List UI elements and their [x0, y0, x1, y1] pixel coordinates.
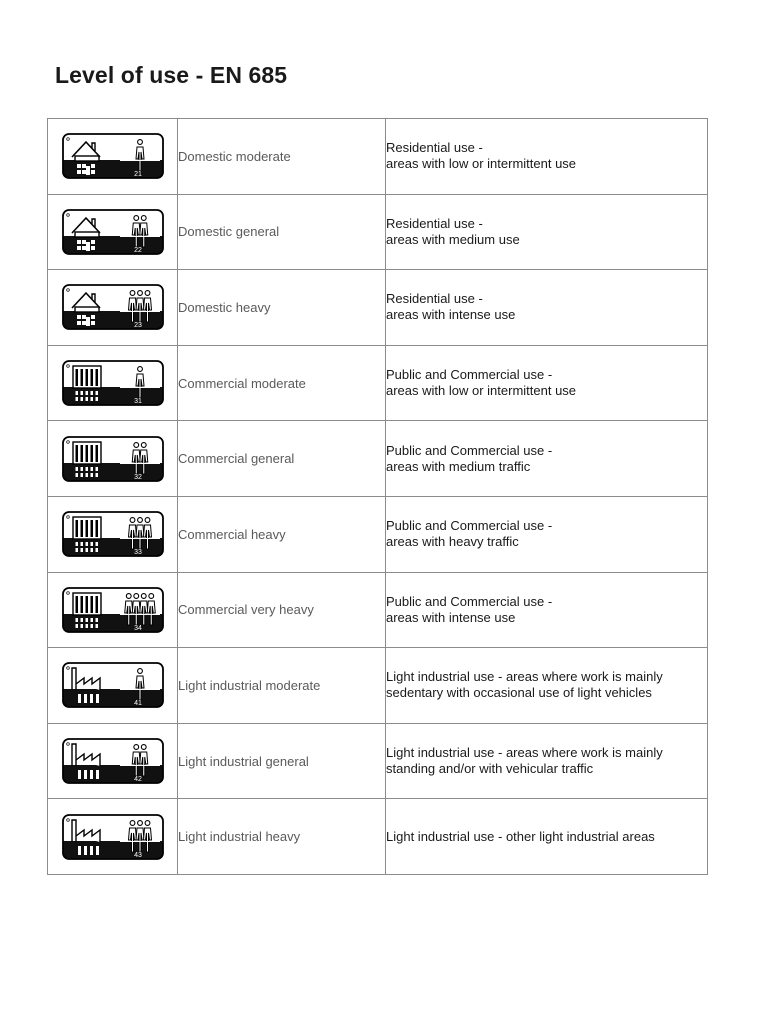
description-line-2: areas with medium use — [386, 231, 520, 247]
description-line-1: Residential use - — [386, 140, 483, 156]
level-of-use-pictogram — [62, 511, 164, 557]
level-of-use-pictogram — [62, 284, 164, 330]
level-name: Light industrial general — [178, 723, 386, 799]
description-line-1: Light industrial use - areas where work is mainly — [386, 745, 663, 761]
level-of-use-pictogram — [62, 209, 164, 255]
level-description — [386, 345, 708, 421]
level-description — [386, 270, 708, 346]
table-row — [48, 270, 708, 346]
table-row — [48, 648, 708, 724]
pictogram-code: 43 — [134, 851, 142, 859]
description-line-1: Residential use - — [386, 215, 483, 231]
pictogram-code: 32 — [134, 473, 142, 481]
description-line-2: areas with heavy traffic — [386, 534, 519, 550]
description-line-1: Public and Commercial use - — [386, 593, 553, 609]
table-row — [48, 723, 708, 799]
pictogram-code: 21 — [134, 171, 142, 179]
level-of-use-pictogram — [62, 133, 164, 179]
pictogram-cell — [48, 648, 178, 724]
level-name: Domestic general — [178, 194, 386, 270]
level-of-use-table — [47, 118, 708, 875]
level-name: Domestic heavy — [178, 270, 386, 346]
pictogram-code: 33 — [134, 549, 142, 557]
level-of-use-pictogram — [62, 436, 164, 482]
description-line-1: Public and Commercial use - — [386, 442, 553, 458]
pictogram-code: 42 — [134, 776, 142, 784]
pictogram-cell — [48, 345, 178, 421]
level-description — [386, 648, 708, 724]
level-of-use-pictogram — [62, 738, 164, 784]
level-name: Commercial general — [178, 421, 386, 497]
description-line-2: standing and/or with vehicular traffic — [386, 761, 594, 777]
level-of-use-pictogram — [62, 587, 164, 633]
table-row — [48, 421, 708, 497]
level-description — [386, 572, 708, 648]
pictogram-cell — [48, 572, 178, 648]
level-name: Commercial very heavy — [178, 572, 386, 648]
description-line-2: sedentary with occasional use of light vehicles — [386, 685, 652, 701]
pictogram-code: 34 — [134, 624, 142, 632]
level-name: Light industrial moderate — [178, 648, 386, 724]
description-line-1: Public and Commercial use - — [386, 367, 553, 383]
table-row — [48, 496, 708, 572]
table-row — [48, 119, 708, 195]
table-row — [48, 345, 708, 421]
table-row — [48, 572, 708, 648]
pictogram-cell — [48, 194, 178, 270]
level-description — [386, 496, 708, 572]
pictogram-code: 31 — [134, 398, 142, 406]
page-title: Level of use - EN 685 — [55, 62, 288, 88]
description-line-2: areas with low or intermittent use — [386, 383, 577, 399]
level-description — [386, 799, 708, 875]
pictogram-cell — [48, 799, 178, 875]
description-line-2: areas with medium traffic — [386, 458, 531, 474]
level-description — [386, 421, 708, 497]
description-line-2: areas with intense use — [386, 307, 516, 323]
level-name: Commercial moderate — [178, 345, 386, 421]
pictogram-cell — [48, 421, 178, 497]
level-description — [386, 723, 708, 799]
pictogram-code: 22 — [134, 246, 142, 254]
level-name: Commercial heavy — [178, 496, 386, 572]
table-row — [48, 799, 708, 875]
pictogram-cell — [48, 119, 178, 195]
description-line-1: Light industrial use - other light industrial areas — [386, 828, 655, 844]
level-description — [386, 119, 708, 195]
level-of-use-pictogram — [62, 662, 164, 708]
description-line-2: areas with intense use — [386, 609, 516, 625]
description-line-1: Light industrial use - areas where work is mainly — [386, 669, 663, 685]
pictogram-cell — [48, 723, 178, 799]
level-name: Domestic moderate — [178, 119, 386, 195]
pictogram-code: 41 — [134, 700, 142, 708]
level-of-use-pictogram — [62, 814, 164, 860]
description-line-1: Residential use - — [386, 291, 483, 307]
pictogram-cell — [48, 496, 178, 572]
pictogram-code: 23 — [134, 322, 142, 330]
table-row — [48, 194, 708, 270]
level-of-use-pictogram — [62, 360, 164, 406]
description-line-1: Public and Commercial use - — [386, 518, 553, 534]
level-description — [386, 194, 708, 270]
description-line-2: areas with low or intermittent use — [386, 156, 577, 172]
pictogram-cell — [48, 270, 178, 346]
level-name: Light industrial heavy — [178, 799, 386, 875]
